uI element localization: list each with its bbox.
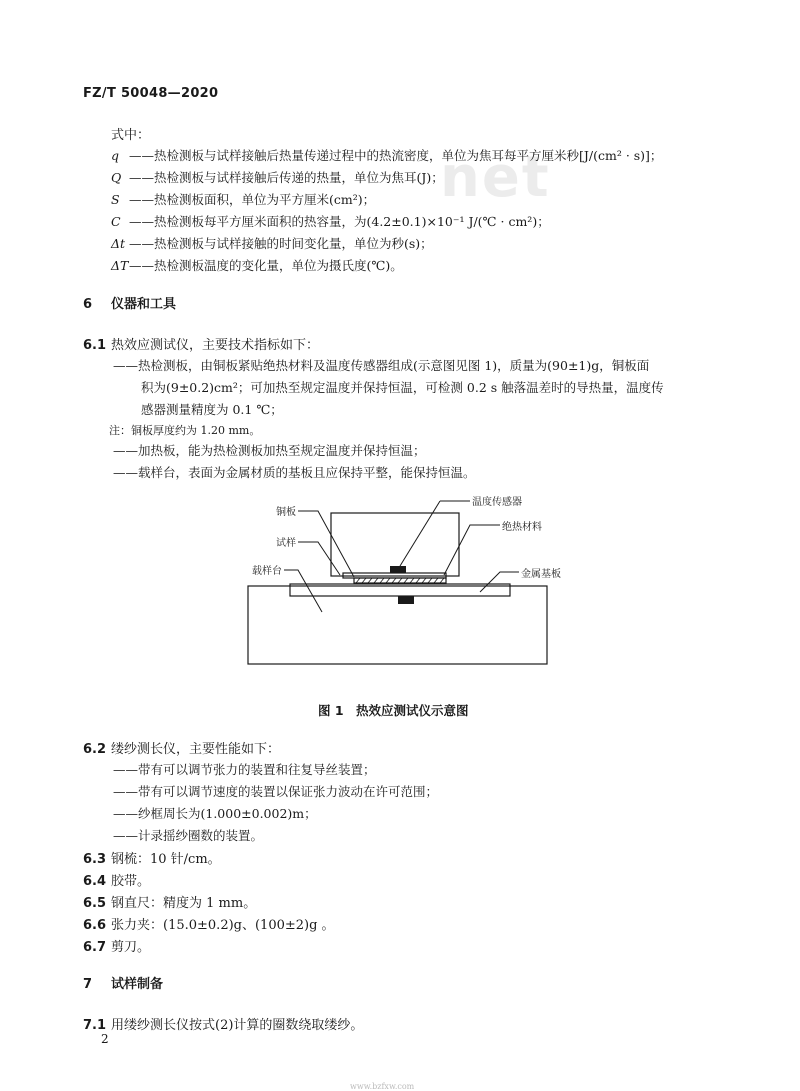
temperature-sensor: [390, 566, 406, 573]
clause-number: 6.5: [83, 896, 107, 911]
specimen-hatching: [356, 578, 444, 583]
term-symbol: Q: [111, 170, 122, 185]
term-desc: ——热检测板与试样接触后传递的热量，单位为焦耳(J)；: [129, 170, 444, 185]
section-number: 6: [83, 297, 93, 312]
figure-caption: 图 1 热效应测试仪示意图: [318, 703, 469, 718]
clause-text: 缕纱测长仪，主要性能如下：: [111, 742, 281, 757]
page-number: 2: [101, 1032, 109, 1046]
clause-number: 6.2: [83, 742, 107, 757]
leader-copper: [298, 511, 354, 577]
label-stage: 载样台: [252, 566, 282, 577]
list-item: ——带有可以调节张力的装置和往复导丝装置；: [113, 762, 376, 777]
section-title: 试样制备: [111, 977, 164, 992]
list-item: ——加热板，能为热检测板加热至规定温度并保持恒温；: [113, 443, 426, 458]
clause-7-1: [83, 1014, 363, 1033]
formula-intro: 式中：: [111, 128, 151, 143]
clause-6-7: [83, 936, 150, 955]
clause-number: 6.1: [83, 338, 107, 353]
term-symbol: S: [111, 192, 120, 207]
leader-sensor: [400, 501, 440, 566]
clause-text: 热效应测试仪，主要技术指标如下：: [111, 338, 320, 353]
term-desc: ——热检测板与试样接触后热量传递过程中的热流密度，单位为焦耳每平方厘米秒[J/(cm² · s)]；: [129, 148, 663, 163]
list-item: ——计录摇纱圈数的装置。: [113, 828, 264, 843]
clause-text: 胶带。: [111, 874, 151, 889]
term-symbol: C: [111, 214, 121, 229]
term-desc: ——热检测板每平方厘米面积的热容量，为(4.2±0.1)×10⁻¹ J/(℃ · cm²)；: [129, 214, 550, 229]
leader-substrate: [480, 572, 519, 592]
clause-6-2: [83, 738, 280, 757]
term-symbol: ΔT: [111, 258, 129, 273]
note: 注：铜板厚度约为 1.20 mm。: [109, 424, 261, 437]
list-item: ——纱框周长为(1.000±0.002)m；: [113, 806, 317, 821]
clause-number: 7.1: [83, 1018, 107, 1033]
section-number: 7: [83, 977, 93, 992]
term-symbol: Δt: [111, 236, 126, 251]
clause-6-6: [83, 914, 335, 933]
clause-6-5: [83, 892, 256, 911]
term-desc: ——热检测板温度的变化量，单位为摄氏度(℃)。: [129, 258, 403, 273]
term-symbol: q: [111, 148, 120, 163]
leader-insulation: [444, 525, 500, 575]
list-item-continuation: 感器测量精度为 0.1 ℃；: [141, 402, 283, 417]
clause-6-3: [83, 848, 221, 867]
clause-text: 剪刀。: [111, 940, 151, 955]
list-item-continuation: 积为(9±0.2)cm²；可加热至规定温度并保持恒温，可检测 0.2 s 触落温差时的导热量，温度传: [141, 380, 664, 395]
stage-outline: [248, 586, 547, 664]
section-title: 仪器和工具: [111, 297, 177, 312]
clause-number: 6.4: [83, 874, 107, 889]
clause-text: 用缕纱测长仪按式(2)计算的圈数绕取缕纱。: [111, 1018, 364, 1033]
list-item: ——带有可以调节速度的装置以保证张力波动在许可范围；: [113, 784, 439, 799]
section-7-heading: [83, 973, 163, 992]
term-desc: ——热检测板与试样接触的时间变化量，单位为秒(s)；: [129, 236, 433, 251]
footer-faint-text: www.bzfxw.com: [350, 1082, 415, 1091]
label-copper: 铜板: [276, 507, 296, 518]
clause-text: 钢梳：10 针/cm。: [111, 852, 221, 867]
standard-header: FZ/T 50048—2020: [83, 86, 219, 101]
leader-specimen: [298, 542, 340, 575]
watermark: net: [440, 145, 551, 210]
clause-number: 6.3: [83, 852, 107, 867]
term-desc: ——热检测板面积，单位为平方厘米(cm²)；: [129, 192, 376, 207]
clause-text: 钢直尺：精度为 1 mm。: [111, 896, 257, 911]
label-sensor: 温度传感器: [472, 497, 522, 508]
stage-sensor: [398, 596, 414, 604]
list-item: ——热检测板，由铜板紧贴绝热材料及温度传感器组成(示意图见图 1)，质量为(90±1)g，铜板面: [113, 358, 650, 373]
clause-6-4: [83, 870, 150, 889]
list-item: ——载样台，表面为金属材质的基板且应保持平整，能保持恒温。: [113, 465, 476, 480]
label-substrate: 金属基板: [521, 569, 561, 580]
clause-number: 6.6: [83, 918, 107, 933]
clause-text: 张力夹：(15.0±0.2)g、(100±2)g 。: [111, 918, 335, 933]
clause-number: 6.7: [83, 940, 107, 955]
label-insulation: 绝热材料: [502, 522, 542, 533]
label-specimen: 试样: [276, 538, 296, 549]
